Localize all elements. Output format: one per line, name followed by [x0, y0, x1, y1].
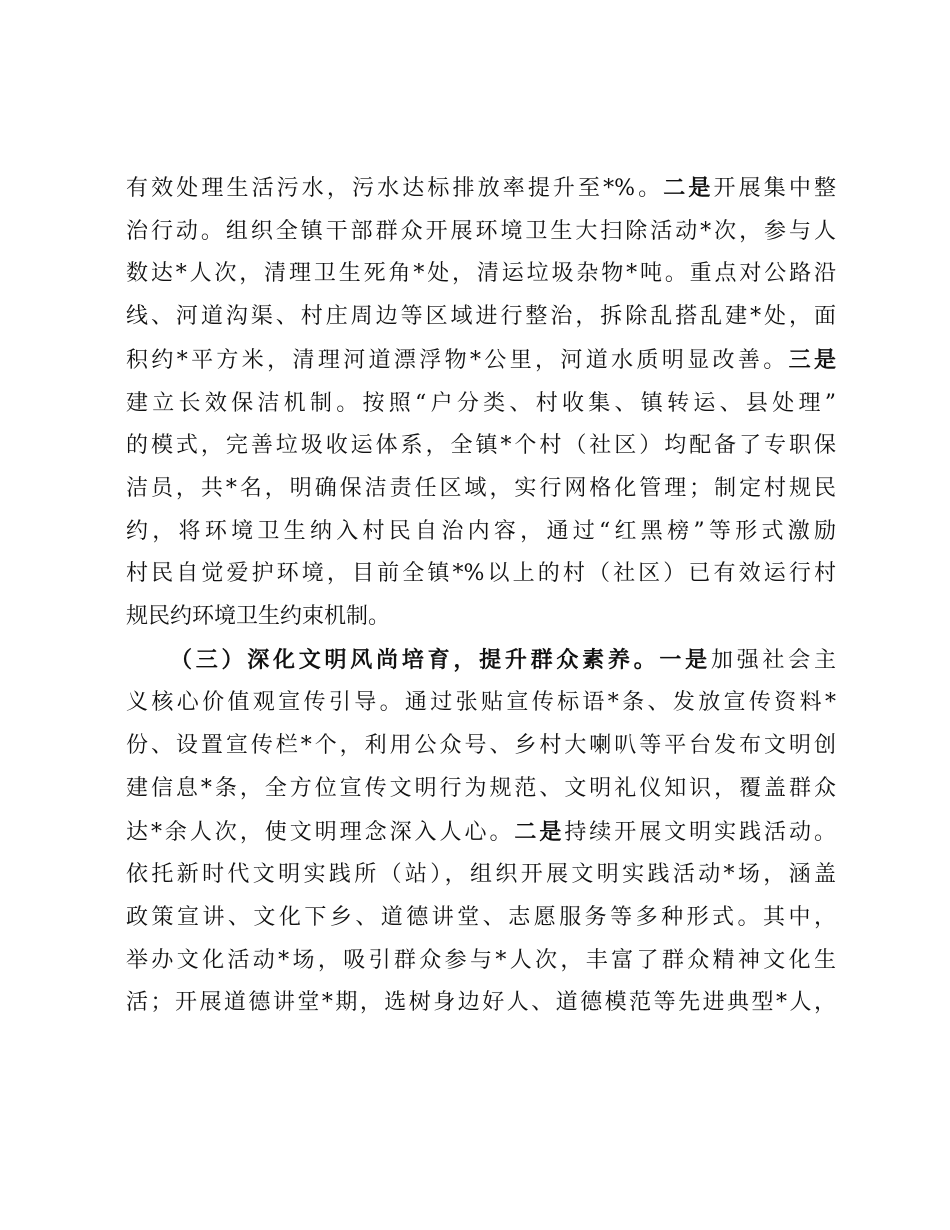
text-run: 的模式，完善垃圾收运体系，全镇*个村（社区）均配备了专职保 [126, 433, 836, 459]
text-line [126, 296, 836, 339]
text-line [126, 253, 836, 296]
text-line [126, 425, 836, 468]
text-line [126, 897, 836, 940]
text-run: 达*余人次，使文明理念深入人心。 [126, 819, 515, 845]
text-line [126, 553, 836, 596]
text-line [126, 167, 836, 211]
bold-text: 三是 [788, 346, 836, 373]
text-line [126, 811, 836, 855]
text-line [126, 383, 836, 426]
paragraph [126, 639, 836, 1025]
text-line [126, 854, 836, 897]
text-run: 加强社会主 [710, 647, 836, 673]
text-run: 活；开展道德讲堂*期，选树身边好人、道德模范等先进典型*人， [126, 990, 836, 1016]
text-run: 线、河道沟渠、村庄周边等区域进行整治，拆除乱搭乱建*处，面 [126, 304, 836, 330]
text-line [126, 768, 836, 811]
text-run: 依托新时代文明实践所（站），组织开展文明实践活动*场，涵盖 [126, 862, 836, 888]
text-run: 治行动。组织全镇干部群众开展环境卫生大扫除活动*次，参与人 [126, 218, 836, 244]
text-run: 约，将环境卫生纳入村民自治内容，通过“红黑榜”等形式激励 [126, 518, 836, 544]
text-run: 举办文化活动*场，吸引群众参与*人次，丰富了群众精神文化生 [126, 947, 836, 973]
text-run: 洁员，共*名，明确保洁责任区域，实行网格化管理；制定村规民 [126, 475, 836, 501]
text-line [126, 468, 836, 511]
text-line [126, 639, 836, 683]
text-run: 份、设置宣传栏*个，利用公众号、乡村大喇叭等平台发布文明创 [126, 733, 836, 759]
text-run: 积约*平方米，清理河道漂浮物*公里，河道水质明显改善。 [126, 347, 789, 373]
text-run: 政策宣讲、文化下乡、道德讲堂、志愿服务等多种形式。其中， [126, 904, 836, 930]
text-run: 数达*人次，清理卫生死角*处，清运垃圾杂物*吨。重点对公路沿 [126, 261, 836, 287]
body-text [126, 167, 836, 1025]
text-line [126, 511, 836, 554]
text-run: 规民约环境卫生约束机制。 [126, 604, 391, 630]
text-run: 有效处理生活污水，污水达标排放率提升至*%。 [126, 176, 664, 201]
text-run: 持续开展文明实践活动。 [564, 819, 836, 845]
text-run: 建立长效保洁机制。按照“户分类、村收集、镇转运、县处理” [126, 390, 836, 416]
text-run: 开展集中整 [713, 176, 836, 201]
text-line [126, 940, 836, 983]
bold-text: 二是 [514, 818, 565, 845]
text-line [126, 339, 836, 383]
bold-text: 一是 [659, 646, 711, 673]
bold-text: 二是 [663, 175, 714, 201]
text-line [126, 725, 836, 768]
text-run: 建信息*条，全方位宣传文明行为规范、文明礼仪知识，覆盖群众 [126, 775, 836, 801]
text-line [126, 596, 836, 639]
text-run: 义核心价值观宣传引导。通过张贴宣传标语*条、发放宣传资料* [126, 690, 836, 716]
text-line [126, 682, 836, 725]
text-run: 村民自觉爱护环境，目前全镇*%以上的村（社区）已有效运行村 [126, 561, 836, 587]
bold-text: （三）深化文明风尚培育，提升群众素养。 [170, 646, 660, 673]
text-line [126, 211, 836, 254]
paragraph [126, 167, 836, 639]
text-line [126, 982, 836, 1025]
